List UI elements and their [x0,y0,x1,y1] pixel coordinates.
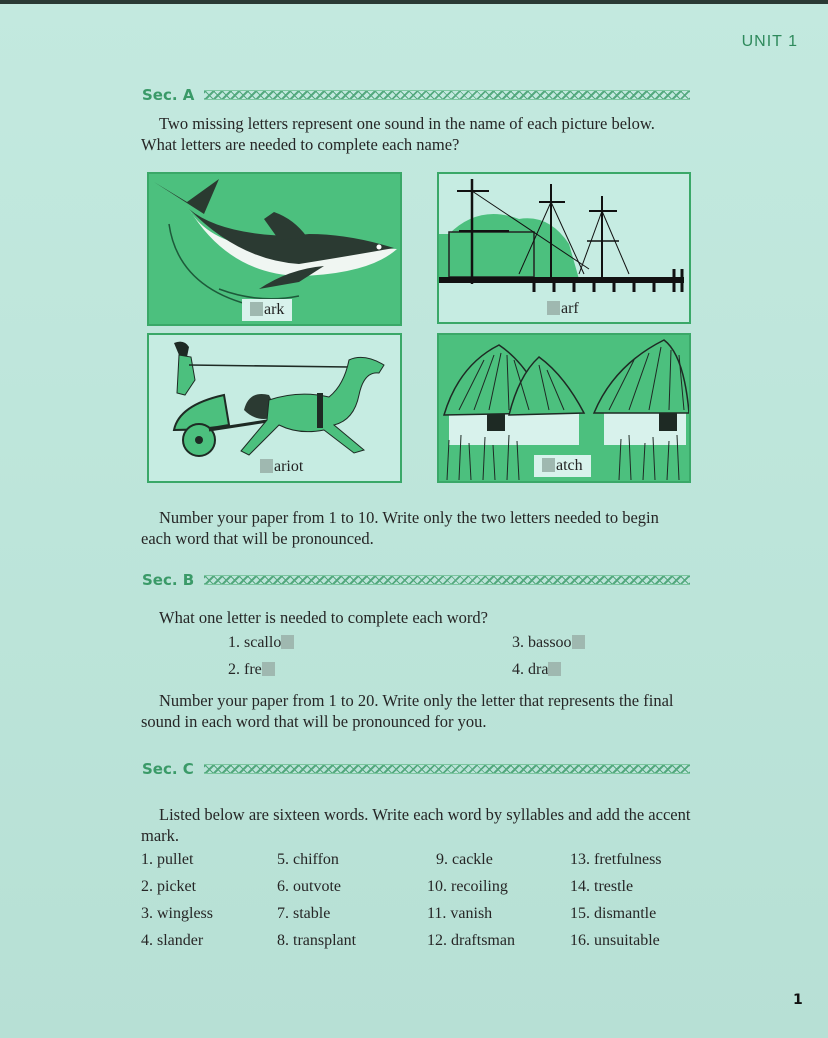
section-b-header [142,571,690,589]
fill-item-4: 4. dra [512,661,562,679]
word-item: 11. vanish [427,905,493,922]
page-top-edge [0,0,828,4]
word-item: 9. cackle [436,851,493,868]
word-item: 3. wingless [141,905,213,922]
unit-heading: UNIT 1 [741,33,798,50]
fill-item-1: 1. scallo [228,634,295,652]
section-c-intro: Listed below are sixteen words. Write each word by syllables and add the accent mark. [141,805,691,845]
missing-letter-box [262,662,275,676]
fill-item-2: 2. fre [228,661,276,679]
word-item: 15. dismantle [570,905,657,922]
picture-wharf [437,172,691,324]
decorative-rule [204,575,690,585]
fill-item-3: 3. bassoo [512,634,586,652]
picture-label-chariot: ariot [252,456,311,478]
section-c-header [142,760,690,778]
word-item: 1. pullet [141,851,194,868]
section-b-label: Sec. B [142,571,195,589]
section-a-intro: Two missing letters represent one sound in the name of each picture below. What letters are needed to complete each name? [141,114,655,154]
word-item: 7. stable [277,905,331,922]
word-item: 5. chiffon [277,851,339,868]
picture-label-shark: ark [242,299,292,321]
missing-letter-box [281,635,294,649]
picture-chariot [147,333,402,483]
word-item: 8. transplant [277,932,357,949]
picture-label-wharf: arf [539,298,587,320]
decorative-rule [204,764,690,774]
word-item: 2. picket [141,878,197,895]
picture-thatch [437,333,691,483]
missing-letter-box [572,635,585,649]
section-a-header [142,86,690,104]
word-item: 10. recoiling [427,878,508,895]
section-b-instruction: Number your paper from 1 to 20. Write only the letter that represents the final sound in each word that will be pronounced for you. [141,691,674,731]
missing-letters-box [250,302,263,316]
word-item: 6. outvote [277,878,341,895]
word-item: 13. fretfulness [570,851,662,868]
word-item: 4. slander [141,932,204,949]
word-item: 12. draftsman [427,932,515,949]
missing-letters-box [547,301,560,315]
section-a-label: Sec. A [142,86,195,104]
missing-letters-box [542,458,555,472]
section-a-instruction: Number your paper from 1 to 10. Write only the two letters needed to begin each word that will be pronounced. [141,508,659,548]
missing-letters-box [260,459,273,473]
section-c-label: Sec. C [142,760,194,778]
page-number: 1 [793,992,803,1008]
picture-label-thatch: atch [534,455,591,477]
missing-letter-box [548,662,561,676]
section-b-intro: What one letter is needed to complete each word? [159,608,488,627]
word-item: 14. trestle [570,878,634,895]
picture-shark [147,172,402,326]
decorative-rule [204,90,690,100]
word-item: 16. unsuitable [570,932,660,949]
